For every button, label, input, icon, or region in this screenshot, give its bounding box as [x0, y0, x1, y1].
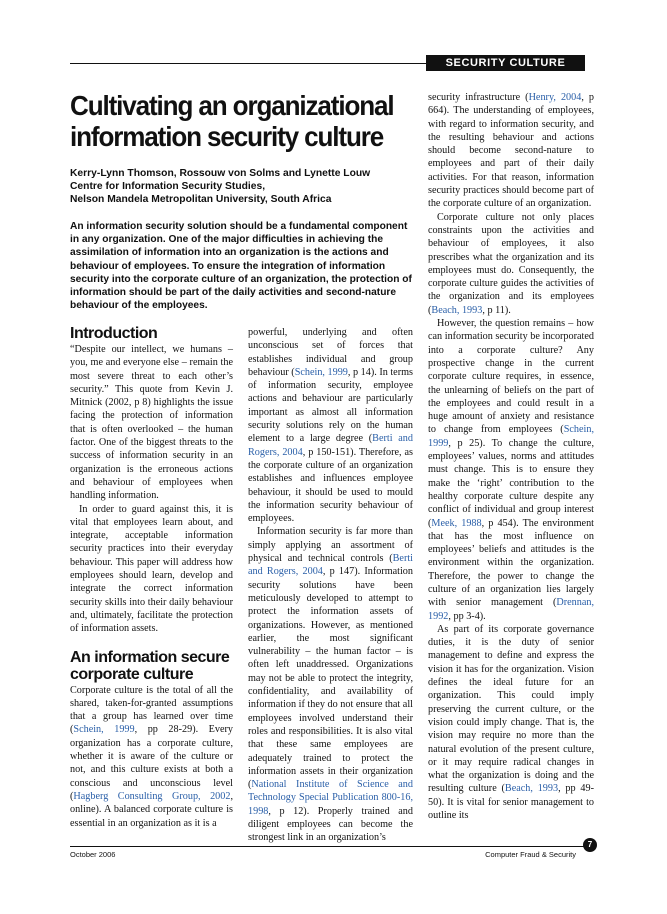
column-2 [248, 326, 413, 845]
heading-corporate-culture: An information secure corporate culture [70, 648, 230, 683]
paragraph: In order to guard against this, it is vital that employees learn about, and integrate, acceptable information security practices into their everyday behaviour. This paper will address how employees should learn, develop and integrate the correct information security skills into their daily behaviour and, ultimately, facilitate the protection of information assets. [70, 503, 233, 635]
page-number: 7 [583, 838, 597, 852]
paragraph: Corporate culture not only places constraints upon the activities and behaviour of employees, it also prescribes what the organization and its employees must do. Consequently, the corporate culture guides the activities of the organization and its employees (Beach, 1993, p 11). [428, 211, 594, 316]
footer-rule [70, 846, 585, 847]
citation-link[interactable]: Henry, 2004 [528, 92, 582, 103]
author-affiliation: Centre for Information Security Studies, [70, 181, 266, 193]
paragraph: “Despite our intellect, we humans – you, me and everyone else – remain the most severe threat to each other’s security.” This quote from Kevin J. Mitnick (2002, p 8) highlights the issue facing the protection of information that is often overlooked – the human factor. One of the biggest threats to the success of information security in an organization is the erroneous actions and behaviour of employees when handling information. [70, 344, 233, 502]
author-block [70, 167, 420, 207]
paragraph: However, the question remains – how can information security be incorporated into a corporate culture? Any prospective change in the current corporate culture requires, in essence, the unlearning of beliefs on the part of the employees and could result in a huge amount of anxiety and resistance to change from employees (Schein, 1999, p 25). To change the culture, employees’ values, norms and attitudes must change. This is to ensure they make the ‘right’ contribution to the healthy corporate culture despite any conflict of individual and group interest (Meek, 1988, p 454). The environment that has the most influence on employees’ beliefs and attitudes is the environment within the organization. Therefore, the power to change the culture of an organization lies largely with senior management (Drennan, 1992, pp 3-4). [428, 318, 594, 622]
citation-link[interactable]: National Institute of Science and Technology Special Publication 800-16, 1998 [248, 779, 413, 817]
column-1 [70, 325, 233, 830]
heading-introduction: Introduction [70, 325, 158, 342]
citation-link[interactable]: Beach, 1993 [431, 304, 483, 316]
author-university: Nelson Mandela Metropolitan University, South Africa [70, 194, 332, 206]
citation-link[interactable]: Drennan, 1992 [428, 597, 594, 622]
author-names: Kerry-Lynn Thomson, Rossouw von Solms and Lynette Louw [70, 168, 371, 179]
section-tag: SECURITY CULTURE [426, 55, 585, 71]
citation-link[interactable]: Beach, 1993 [504, 783, 559, 795]
citation-link[interactable]: Meek, 1988 [431, 517, 482, 529]
citation-link[interactable]: Berti and Rogers, 2004 [248, 553, 413, 578]
paragraph: Information security is far more than simply applying an assortment of physical and technical controls (Berti and Rogers, 2004, p 147). Information security solutions have been meticulously developed to attempt to protect the information assets of organizations. However, as mentioned earlier, the most significant vulnerability – the human factor – is often left unaddressed. Organizations may not be able to protect the integrity, confidentiality, and availability of information if they do not ensure that all employees involved understand their roles and responsibilities. It is also vital that these same employees are adequately trained to protect the information assets in their organization (National Institute of Science and Technology Special Publication 800-16, 1998, p 12). Properly trained and diligent employees can become the strongest link in an organization’s [248, 526, 413, 844]
paragraph: powerful, underlying and often unconscious set of forces that establishes individual and group behaviour (Schein, 1999, p 14). In terms of information security, employee actions and behaviour are particularly important as almost all information security solutions rely on the human element to a large degree (Berti and Rogers, 2004, p 150-151). Therefore, as the corporate culture of an organization establishes and influences employee behaviour, it should be used to mould the information security behaviour of employees. [248, 327, 413, 525]
citation-link[interactable]: Hagberg Consulting Group, 2002 [73, 790, 231, 802]
citation-link[interactable]: Schein, 1999 [428, 424, 594, 449]
citation-link[interactable]: Berti and Rogers, 2004 [248, 433, 413, 458]
paragraph: Corporate culture is the total of all the shared, taken-for-granted assumptions that a group has learned over time (Schein, 1999, pp 28-29). Every organization has a corporate culture, whether it is aware of the culture or not, and this culture exists at both a conscious and unconscious level (Hagberg Consulting Group, 2002, online). A balanced corporate culture is essential in an organization as it is a [70, 684, 233, 829]
paragraph: As part of its corporate governance duties, it is the duty of senior management to define and express the vision it has for the organization. Vision defines the ideal future for an organization. This could imply preserving the current culture, or the vision could imply change. That is, the vision may require no more than the natural evolution of the present culture, or it may require radical changes in what the organization is doing and the resulting culture (Beach, 1993, pp 49-50). It is vital for senior management to outline its [428, 623, 594, 822]
article-title: Cultivating an organizational information security culture [70, 90, 394, 152]
citation-link[interactable]: Schein, 1999 [73, 724, 135, 736]
footer-date: October 2006 [70, 850, 116, 859]
abstract: An information security solution should be a fundamental component in any organization. One of the major difficulties in achieving the assimilation of information into an organization is the actions and behaviour of employees. To ensure the integration of information security into the corporate culture of an organization, the protection of information should be part of the daily activities and second-nature behaviour of the employees. [70, 221, 412, 312]
citation-link[interactable]: Schein, 1999 [294, 366, 348, 378]
footer-journal: Computer Fraud & Security [485, 850, 576, 859]
paragraph: security infrastructure (Henry, 2004, p 664). The understanding of employees, with regard to information security, and the resulting behaviour and actions should become second-nature to employees and part of their daily activities. For that reason, information security practices should become part of the corporate culture of an organization. [428, 92, 594, 210]
column-3 [428, 91, 594, 822]
